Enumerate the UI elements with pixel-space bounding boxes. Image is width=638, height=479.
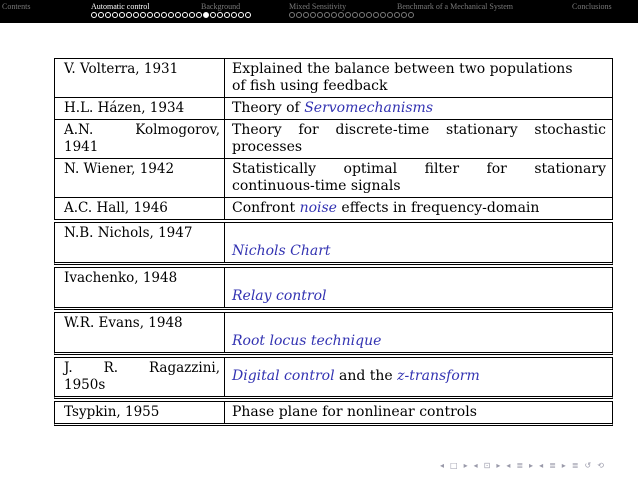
beamer-nav-icon[interactable]: ⟲ xyxy=(597,461,604,470)
beamer-nav-icon[interactable]: ◂ xyxy=(440,461,445,470)
frame-dot[interactable] xyxy=(189,12,195,18)
cell-word: optimal xyxy=(343,161,398,177)
nav-section-automatic-control[interactable]: Automatic control xyxy=(91,2,150,11)
cell-text: and the xyxy=(334,368,398,384)
cell-word: discrete-time xyxy=(335,122,430,138)
frame-dot[interactable] xyxy=(238,12,244,18)
frame-dot[interactable] xyxy=(182,12,188,18)
table-cell-what xyxy=(225,59,612,97)
beamer-nav-icon[interactable]: ◂ xyxy=(473,461,478,470)
nav-section-background[interactable]: Background xyxy=(201,2,241,11)
cell-word: for xyxy=(298,122,319,138)
table-cell-what xyxy=(225,120,612,158)
frame-dot[interactable] xyxy=(119,12,125,18)
beamer-nav-icon[interactable]: ▸ xyxy=(529,461,534,470)
frame-dot[interactable] xyxy=(359,12,365,18)
table-cell-who: N. Wiener, 1942 xyxy=(55,159,225,197)
beamer-nav-icon[interactable]: ▸ xyxy=(463,461,468,470)
frame-dot[interactable] xyxy=(331,12,337,18)
cell-word: Theory xyxy=(232,122,282,138)
table-cell-who: Tsypkin, 1955 xyxy=(55,402,225,423)
cell-text: 1950s xyxy=(64,377,106,393)
frame-dot[interactable] xyxy=(126,12,132,18)
frame-dot[interactable] xyxy=(352,12,358,18)
frame-dot[interactable] xyxy=(224,12,230,18)
table-row xyxy=(54,98,613,120)
cell-text xyxy=(64,122,220,139)
frame-dot[interactable] xyxy=(133,12,139,18)
frame-dot[interactable] xyxy=(147,12,153,18)
frame-dot[interactable] xyxy=(217,12,223,18)
cell-emphasis: Nichols Chart xyxy=(232,243,331,259)
cell-emphasis: noise xyxy=(299,200,337,216)
table-cell-what xyxy=(225,98,612,119)
history-table xyxy=(54,58,613,426)
frame-dot[interactable] xyxy=(387,12,393,18)
table-cell-who: A.C. Hall, 1946 xyxy=(55,198,225,219)
beamer-nav-icon[interactable]: □ xyxy=(450,461,458,470)
cell-word: Statistically xyxy=(232,161,317,177)
cell-word: filter xyxy=(424,161,460,177)
cell-text: continuous-time signals xyxy=(232,178,401,194)
cell-word: stationary xyxy=(534,161,606,177)
table-cell-what xyxy=(225,358,612,396)
table-row xyxy=(54,58,613,98)
frame-dot[interactable] xyxy=(210,12,216,18)
table-cell-what xyxy=(225,268,612,307)
frame-dot[interactable] xyxy=(168,12,174,18)
frame-dot[interactable] xyxy=(231,12,237,18)
table-row xyxy=(54,159,613,198)
frame-dot[interactable] xyxy=(289,12,295,18)
frame-dot[interactable] xyxy=(366,12,372,18)
beamer-nav-icon[interactable]: ≣ xyxy=(516,461,524,470)
table-cell-who xyxy=(55,120,225,158)
cell-text: Explained the balance between two populations xyxy=(232,61,573,77)
frame-dot[interactable] xyxy=(394,12,400,18)
frame-dots-automatic-control xyxy=(91,12,251,18)
cell-text: processes xyxy=(232,139,303,155)
table-row xyxy=(54,401,613,426)
cell-emphasis: Digital control xyxy=(232,368,335,384)
frame-dot[interactable] xyxy=(245,12,251,18)
beamer-nav-icon[interactable]: ▸ xyxy=(561,461,566,470)
table-cell-who: Ivachenko, 1948 xyxy=(55,268,225,307)
nav-section-contents[interactable]: Contents xyxy=(2,2,31,11)
table-row xyxy=(54,198,613,220)
frame-dot[interactable] xyxy=(317,12,323,18)
frame-dot[interactable] xyxy=(98,12,104,18)
frame-dot[interactable] xyxy=(140,12,146,18)
table-row xyxy=(54,357,613,399)
cell-text xyxy=(232,122,606,139)
cell-word: R. xyxy=(103,360,119,376)
cell-word: stationary xyxy=(445,122,518,138)
table-cell-what xyxy=(225,198,612,219)
cell-text xyxy=(64,360,220,377)
table-cell-who: H.L. Házen, 1934 xyxy=(55,98,225,119)
table-cell-what xyxy=(225,223,612,262)
table-cell-who: W.R. Evans, 1948 xyxy=(55,313,225,352)
beamer-nav-icon[interactable]: ≣ xyxy=(571,461,579,470)
beamer-nav-icon[interactable]: ▸ xyxy=(496,461,501,470)
cell-text: 1941 xyxy=(64,139,99,155)
frame-dot[interactable] xyxy=(401,12,407,18)
cell-text xyxy=(232,161,606,178)
cell-emphasis: Root locus technique xyxy=(232,333,382,349)
beamer-nav-icon[interactable]: ⊡ xyxy=(483,461,491,470)
beamer-nav-icon[interactable]: ↺ xyxy=(584,461,592,470)
table-row xyxy=(54,222,613,265)
table-cell-what: Phase plane for nonlinear controls xyxy=(232,404,477,420)
frame-dot[interactable] xyxy=(296,12,302,18)
frame-dots-mixed-sensitivity xyxy=(289,12,414,18)
cell-text: Theory of xyxy=(232,100,305,116)
frame-dot[interactable] xyxy=(303,12,309,18)
frame-dot[interactable] xyxy=(408,12,414,18)
cell-word: Ragazzini, xyxy=(148,360,220,376)
frame-dot[interactable] xyxy=(338,12,344,18)
frame-dot[interactable] xyxy=(105,12,111,18)
table-row xyxy=(54,267,613,310)
nav-section-conclusions[interactable]: Conclusions xyxy=(572,2,612,11)
beamer-nav-icon[interactable]: ≣ xyxy=(549,461,556,470)
table-row xyxy=(54,120,613,159)
cell-text: effects in frequency-domain xyxy=(336,200,540,216)
nav-section-mixed-sensitivity[interactable]: Mixed Sensitivity xyxy=(289,2,347,11)
beamer-navigation-controls xyxy=(440,461,604,470)
cell-word: for xyxy=(486,161,507,177)
nav-section-benchmark[interactable]: Benchmark of a Mechanical System xyxy=(397,2,513,11)
frame-dot[interactable] xyxy=(175,12,181,18)
frame-dot[interactable] xyxy=(112,12,118,18)
table-cell-who xyxy=(55,358,225,396)
cell-emphasis: z-transform xyxy=(397,368,480,384)
cell-text: of fish using feedback xyxy=(232,78,388,94)
frame-dot-current[interactable] xyxy=(203,12,209,18)
frame-dot[interactable] xyxy=(324,12,330,18)
frame-dot[interactable] xyxy=(380,12,386,18)
cell-word: Kolmogorov, xyxy=(135,122,220,138)
table-row xyxy=(54,312,613,355)
cell-emphasis: Servomechanisms xyxy=(304,100,433,116)
frame-dot[interactable] xyxy=(345,12,351,18)
cell-word: stochastic xyxy=(534,122,606,138)
table-cell-who: V. Volterra, 1931 xyxy=(55,59,225,97)
cell-word: A.N. xyxy=(64,122,94,138)
cell-emphasis: Relay control xyxy=(232,288,327,304)
table-cell-what xyxy=(225,313,612,352)
cell-text: Confront xyxy=(232,200,300,216)
frame-dot[interactable] xyxy=(196,12,202,18)
beamer-nav-icon[interactable]: ◂ xyxy=(539,461,544,470)
frame-dot[interactable] xyxy=(91,12,97,18)
frame-dot[interactable] xyxy=(373,12,379,18)
cell-word: J. xyxy=(64,360,73,376)
frame-dot[interactable] xyxy=(310,12,316,18)
table-cell-what xyxy=(225,159,612,197)
table-cell-who: N.B. Nichols, 1947 xyxy=(55,223,225,262)
beamer-nav-icon[interactable]: ◂ xyxy=(506,461,511,470)
frame-dot[interactable] xyxy=(161,12,167,18)
section-navbar xyxy=(0,0,638,23)
frame-dot[interactable] xyxy=(154,12,160,18)
